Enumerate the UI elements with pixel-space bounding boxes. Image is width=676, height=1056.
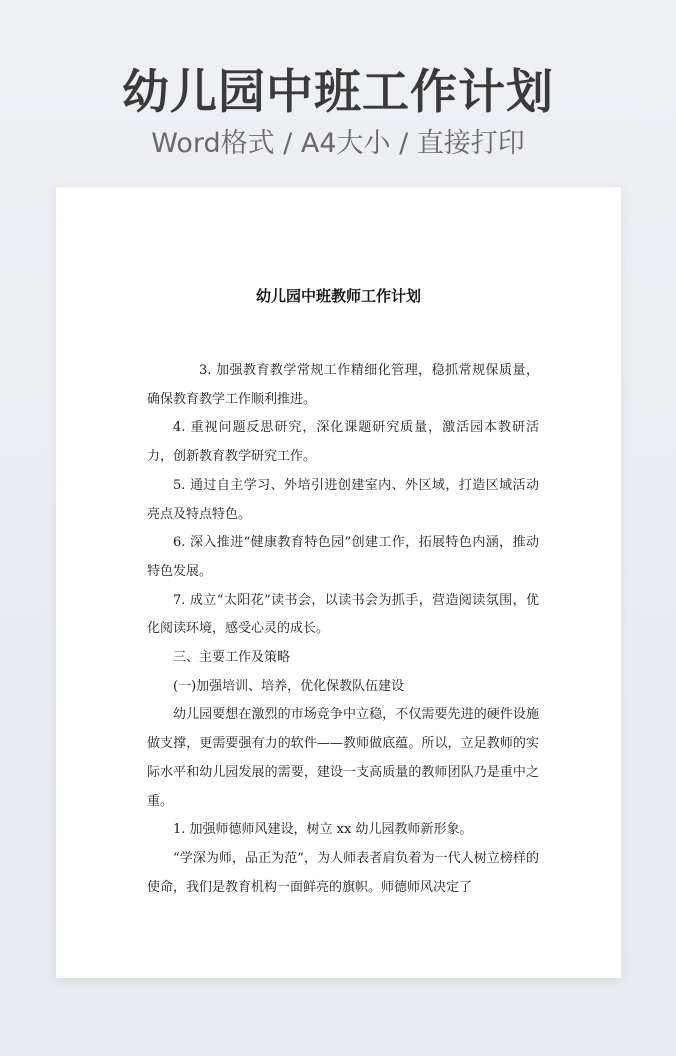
document-body — [147, 357, 539, 902]
paragraph: 4. 重视问题反思研究，深化课题研究质量，激活园本教研活力，创新教育教学研究工作。 — [147, 420, 539, 465]
header — [0, 62, 676, 162]
document-preview — [56, 187, 621, 978]
document-title: 幼儿园中班教师工作计划 — [255, 287, 421, 305]
section-heading: 三、主要工作及策略 — [173, 650, 291, 666]
subsection-heading: (一)加强培训、培养，优化保教队伍建设 — [173, 678, 405, 694]
paragraph: 6. 深入推进“健康教育特色园”创建工作，拓展特色内涵，推动特色发展。 — [147, 535, 539, 579]
paragraph: 7. 成立“太阳花”读书会，以读书会为抓手，营造阅读氛围，优化阅读环境，感受心灵的成长。 — [147, 592, 539, 637]
paragraph: 幼儿园要想在激烈的市场竞争中立稳，不仅需要先进的硬件设施做支撑，更需要强有力的软件——教师做底蕴。所以，立足教师的实际水平和幼儿园发展的需要，建设一支高质量的教师团队乃是重中之重。 — [147, 707, 539, 809]
page-title: 幼儿园中班工作计划 — [122, 65, 554, 120]
page-subtitle: Word格式 / A4大小 / 直接打印 — [151, 128, 525, 159]
paragraph: “学深为师，品正为范”，为人师表者肩负着为一代人树立榜样的使命，我们是教育机构一面鲜亮的旗帜。师德师风决定了 — [147, 850, 539, 895]
paragraph: 3. 加强教育教学常规工作精细化管理，稳抓常规保质量，确保教育教学工作顺利推进。 — [147, 363, 539, 407]
paragraph: 5. 通过自主学习、外培引进创建室内、外区域，打造区域活动亮点及特点特色。 — [147, 477, 539, 522]
paragraph: 1. 加强师德师风建设，树立 xx 幼儿园教师新形象。 — [173, 822, 473, 838]
